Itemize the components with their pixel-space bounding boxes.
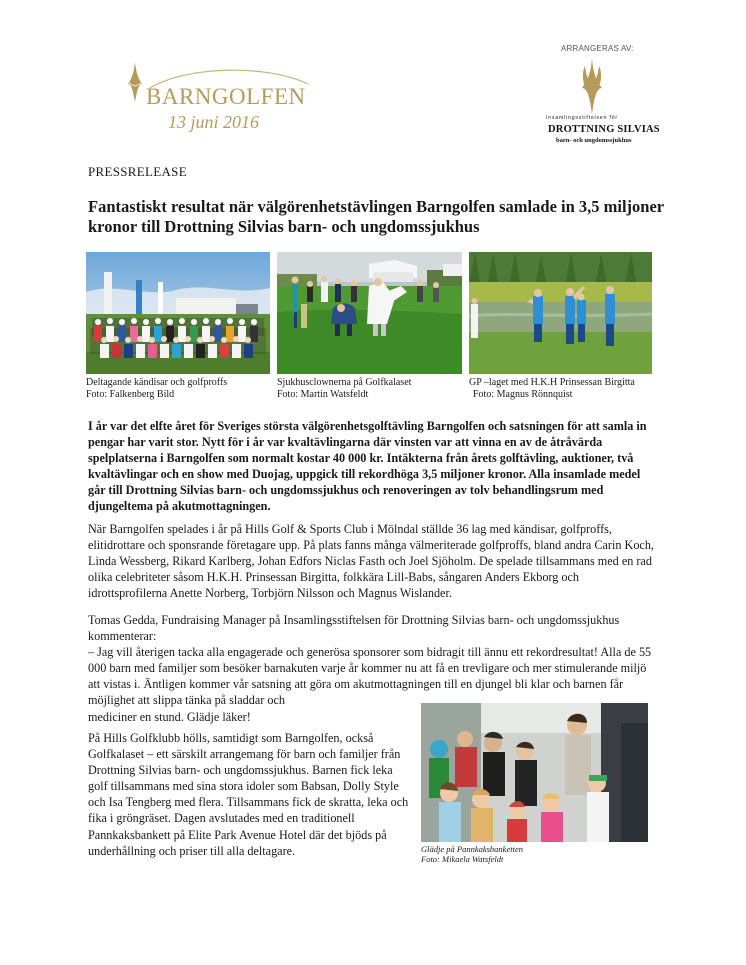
- caption-credit: Foto: Martin Watsfeldt: [277, 388, 369, 400]
- body-paragraph-1: När Barngolfen spelades i år på Hills Golf & Sports Club i Mölndal ställde 36 lag med kändisar, golfproffs, elitidrottare och sponsrande företagare upp. På plats fanns många välmeriterade golfproffs, bland andra Carin Koch, Linda Wessberg, Rikard Karlberg, Johan Edfors Niclas Fasth och Joel Sjöholm. De spelade tillsammans med en rad olika celebriteter såsom H.K.H. Prinsessan Birgitta, folkkära Lill-Babs, sångaren Anders Ekborg och idrottsprofilerna Anette Norberg, Torbjörn Nilsson och Magnus Wislander.: [88, 522, 654, 601]
- caption-credit: Foto: Magnus Rönnquist: [473, 388, 573, 400]
- caption-credit: Foto: Falkenberg Bild: [86, 388, 175, 400]
- caption-text: GP –laget med H.K.H Prinsessan Birgitta: [469, 377, 635, 388]
- caption-text: Sjukhusclownerna på Golfkalaset: [277, 377, 412, 388]
- logo-date: 13 juni 2016: [168, 112, 260, 132]
- quote-text: – Jag vill återigen tacka alla engagerade och generösa sponsorer som bidragit till ännu ett rekordresultat! Alla de 55 000 barn med familjer som besöker barnakuten varje år kommer nu att få en trevligare och mer stimulerande miljö att vistas i. Äntligen kommer vår satsning att göra om akutmottagningen till en djungel bli klar och barnen får möjlighet att slippa tänka på sladdar och: [88, 645, 652, 708]
- photo-gp-team: [469, 252, 652, 374]
- photo-pancake-banquet-caption: [421, 844, 523, 864]
- org-name-line1: Insamlingsstiftelsen för: [546, 115, 618, 121]
- press-release-label: PRESSRELEASE: [88, 164, 187, 179]
- barngolfen-crown-logo: [126, 62, 144, 102]
- caption-text: Deltagande kändisar och golfproffs: [86, 377, 228, 388]
- headline: Fantastiskt resultat när välgörenhetstävlingen Barngolfen samlade in 3,5 miljoner kronor till Drottning Silvias barn- och ungdomssjukhus: [88, 197, 664, 236]
- body-paragraph-3: På Hills Golfklubb hölls, samtidigt som Barngolfen, också Golfkalaset – ett särskilt arrangemang för barn och familjer från Drottning Silvias barn- och ungdomssjukhus. Barnen fick leka golf tillsammans med sina stora idoler som Babsan, Dolly Style och Isa Tengberg med flera. Tillsammans fick de skratta, leka och fika i gröngräset. Dagen avslutades med en traditionell Pannkaksbankett på Elite Park Avenue Hotel där det bjöds på underhållning och priser till alla deltagare.: [88, 731, 409, 858]
- photo-celebrities-caption: [86, 377, 227, 400]
- logo-wordmark: BARNGOLFEN: [146, 84, 306, 109]
- quote-intro: Tomas Gedda, Fundraising Manager på Insamlingsstiftelsen för Drottning Silvias barn- och ungdomssjukhus kommenterar:: [88, 613, 620, 644]
- caption-credit: Foto: Mikaela Watsfeldt: [421, 854, 504, 864]
- foundation-crown-logo: [580, 58, 604, 114]
- org-name-line3: barn- och ungdomssjukhus: [556, 137, 632, 144]
- photo-celebrities: [86, 252, 270, 374]
- photo-gp-team-caption: [469, 377, 635, 400]
- arranged-by-label: ARRANGERAS AV:: [561, 44, 634, 53]
- quote-text-end: mediciner en stund. Glädje läker!: [88, 709, 251, 724]
- photo-pancake-banquet: [421, 703, 648, 842]
- photo-hospital-clowns: [277, 252, 462, 374]
- caption-text: Glädje på Pannkaksbanketten: [421, 844, 523, 854]
- lead-paragraph: I år var det elfte året för Sveriges största välgörenhetsgolftävling Barngolfen och satsningen för att samla in pengar har varit stor. Nytt för i år var kvaltävlingarna där vinsten var att vinna en av de åtråvärda spelplatserna i Barngolfen som normalt kostar 40 000 kr. Intäkterna från årets golftävling, auktioner, två kvaltävlingar och en show med Duojag, uppgick till rekordhöga 3,5 miljoner kronor. Alla insamlade medel går till Drottning Silvias barn- och ungdomssjukhus och renoveringen av tolv behandlingsrum med djungeltema på akutmottagningen.: [88, 419, 647, 514]
- photo-hospital-clowns-caption: [277, 377, 411, 400]
- org-name-line2: DROTTNING SILVIAS: [548, 124, 660, 135]
